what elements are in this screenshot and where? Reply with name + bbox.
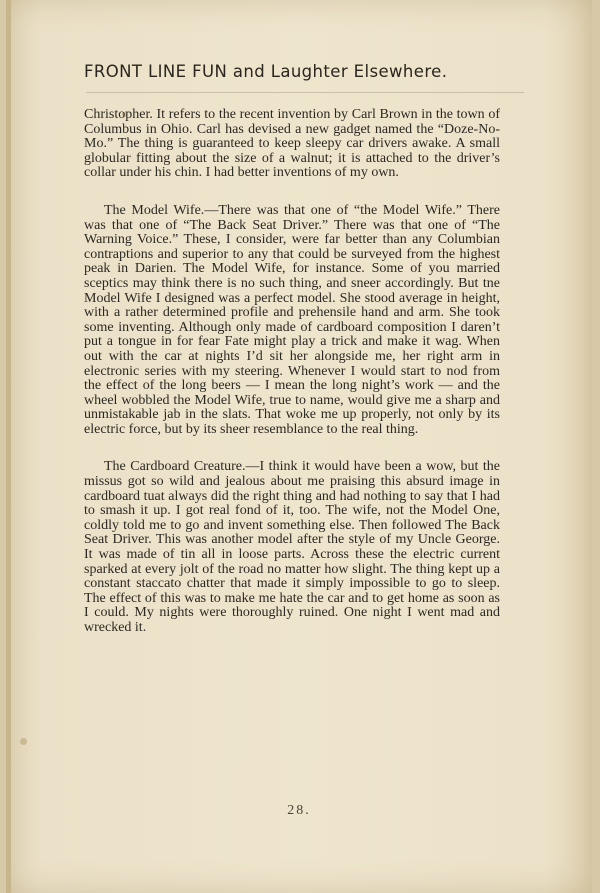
- paragraph-text: —I think it would have been a wow, but the missus got so wild and jealous about me praising this absurd image in cardboard tuat always did the right thing and had nothing to say that I had to smash it up. I got real fond of it, too. The wife, not the Model One, coldly told me to go and invent something else. Then followed The Back Seat Driver. This was another model after the style of my Uncle George. It was made of tin all in loose parts. Across these the electric current sparked at every jolt of the road no matter how slight. The thing kept up a constant staccato chatter that made it simply impossible to go to sleep. The effect of this was to make me hate the car and to get home as soon as I could. My nights were thoroughly ruined. One night I went mad and wrecked it.: [84, 459, 500, 635]
- paper-spot: [20, 738, 27, 745]
- section-title-model-wife: The Model Wife.: [104, 202, 205, 218]
- paragraph-continuation: [84, 108, 500, 181]
- paragraph-text: —There was that one of “the Model Wife.” There was that one of “The Back Seat Driver.” There was that one of “The Warning Voice.” These, I consider, were far better than any Columbian contraptions and superior to any that could be surveyed from the highest peak in Darien. The Model Wife, for instance. Some of you married sceptics may think there is no such thing, and sneer accordingly. But tne Model Wife I designed was a perfect model. She stood average in height, with a rather determined profile and prehensile hand and arm. She took some inventing. Although only made of cardboard composition I daren’t put a tongue in for fear Fate might play a trick and make it wag. When out with the car at nights I’d sit her alongside me, her right arm in electronic series with my steering. Whenever I would start to nod from the effect of the long beers — I mean the long night’s work — and the wheel wobbled the Model Wife, true to name, would give me a sharp and unmistakable jab in the slats. That woke me up properly, not only by its electric force, but by its sheer resemblance to the real thing.: [84, 202, 501, 437]
- paragraph-text: Christopher. It refers to the recent invention by Carl Brown in the town of Columbus in Ohio. Carl has devised a new gadget named the “Doze-No-Mo.” The thing is guaranteed to keep sleepy car drivers awake. A small globular fitting about the size of a walnut; it is attached to the driver’s collar under his chin. I had better inventions of my own.: [84, 107, 500, 181]
- page-body: [84, 108, 500, 636]
- page-gutter: [6, 0, 11, 893]
- paragraph-cardboard-creature: [84, 460, 500, 635]
- running-header: FRONT LINE FUN and Laughter Elsewhere.: [84, 62, 448, 81]
- book-page: [6, 0, 592, 893]
- paragraph-model-wife: [84, 204, 500, 438]
- header-rule: [86, 92, 524, 93]
- page-number: 28.: [287, 803, 311, 818]
- section-title-cardboard-creature: The Cardboard Creature.: [104, 459, 246, 475]
